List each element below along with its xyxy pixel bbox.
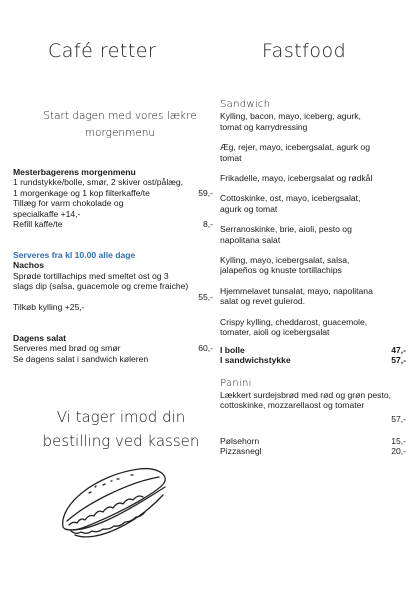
sandwich-line: tomat <box>220 152 242 163</box>
panini-line-2: cottoskinke, mozzarellaost og tomater <box>220 400 365 411</box>
fastfood-title: Fastfood <box>262 40 347 62</box>
sandwich-line: Serranoskinke, brie, aioli, pesto og <box>220 224 352 235</box>
bolle-price: 47,- <box>391 344 406 355</box>
sandwich-heading: Sandwich <box>220 99 271 110</box>
breakfast-price-row <box>13 188 213 198</box>
breakfast-line-2: 1 morgenkage og 1 kop filterkaffe/te <box>13 187 150 198</box>
sandwichstykke-label: I sandwichstykke <box>220 354 291 365</box>
salad-heading: Dagens salat <box>13 333 67 343</box>
sandwich-line: tomater, aioli og icebergsalat <box>220 327 330 338</box>
pizzasnegl-price: 20,- <box>391 446 406 457</box>
sandwich-item <box>220 193 406 214</box>
sandwich-prices <box>220 345 406 366</box>
sandwichstykke-price: 57,- <box>391 354 406 365</box>
sandwich-line: Crispy kylling, cheddarost, guacemole, <box>220 316 368 327</box>
panini-line-1: Lækkert surdejsbrød med rød og grøn pesto, <box>220 389 391 400</box>
sandwich-item <box>220 173 406 183</box>
order-note <box>8 405 234 453</box>
nachos-line-2: slags dip (salsa, guacemole og creme fraiche) <box>13 281 189 292</box>
refill-row <box>13 219 213 229</box>
sandwich-item <box>220 317 406 338</box>
breakfast-heading: Mesterbagerens morgenmenu <box>13 167 136 177</box>
sandwich-line: Frikadelle, mayo, icebergsalat og rødkål <box>220 173 373 184</box>
sandwich-line: agurk og tomat <box>220 203 278 214</box>
sandwich-line: Æg, rejer, mayo, icebergsalat, agurk og <box>220 142 370 153</box>
polsehorn-price: 15,- <box>391 435 406 446</box>
sandwich-line: Kylling, mayo, icebergsalat, salsa, <box>220 255 350 266</box>
sandwich-line: tomat og karrydressing <box>220 121 308 132</box>
sandwich-line: Cottoskinke, ost, mayo, icebergsalat, <box>220 193 361 204</box>
sandwich-line: jalapeños og knuste tortillachips <box>220 265 342 276</box>
refill-label: Refill kaffe/te <box>13 219 63 230</box>
extras-block <box>220 436 406 457</box>
intro-line-1: Start dagen med vores lækre <box>43 110 197 122</box>
order-note-line-2: bestilling ved kassen <box>42 432 200 450</box>
nachos-served-from: Serveres fra kl 10.00 alle dage <box>13 250 136 260</box>
sandwich-line: Hjemmelavet tunsalat, mayo, napolitana <box>220 285 373 296</box>
nachos-block <box>13 250 213 312</box>
salad-price-row <box>13 343 213 353</box>
nachos-line-1: Sprøde tortillachips med smeltet ost og 3 <box>13 270 169 281</box>
sandwich-line: Kylling, bacon, mayo, iceberg, agurk, <box>220 111 361 122</box>
breakfast-intro <box>20 108 220 142</box>
breakfast-block <box>13 167 213 229</box>
panini-heading: Panini <box>220 378 252 390</box>
salad-line-1: Serveres med brød og smør <box>13 343 121 354</box>
salad-block <box>13 333 213 364</box>
nachos-price: 55,- <box>198 291 213 302</box>
pizzasnegl-label: Pizzasnegl <box>220 446 262 457</box>
breakfast-line-3: Tillæg for varm chokolade og <box>13 198 124 209</box>
breakfast-line-4: specialkaffe +14,- <box>13 208 81 219</box>
cafe-title: Café retter <box>48 40 157 62</box>
panini-price: 57,- <box>391 413 406 424</box>
refill-price: 8,- <box>202 219 213 230</box>
polsehorn-row <box>220 436 406 446</box>
nachos-addon: Tilkøb kylling +25,- <box>13 302 85 313</box>
sandwich-illustration <box>55 465 173 545</box>
nachos-heading: Nachos <box>13 260 45 271</box>
bolle-label: I bolle <box>220 344 245 355</box>
sandwich-line: salat og revet gulerod. <box>220 296 306 307</box>
sandwich-item <box>220 286 406 307</box>
order-note-line-1: Vi tager imod din <box>56 408 186 426</box>
sandwich-item <box>220 224 406 245</box>
sandwich-item <box>220 111 406 132</box>
sandwich-item <box>220 142 406 163</box>
sandwich-item <box>220 255 406 276</box>
salad-line-2: Se dagens salat i sandwich køleren <box>13 353 149 364</box>
bolle-row <box>220 345 406 355</box>
polsehorn-label: Pølsehorn <box>220 435 260 446</box>
sandwich-line: napolitana salat <box>220 234 281 245</box>
panini-block <box>220 379 406 424</box>
pizzasnegl-row <box>220 446 406 456</box>
salad-price: 60,- <box>198 343 213 354</box>
sandwichstykke-row <box>220 355 406 365</box>
breakfast-price: 59,- <box>198 187 213 198</box>
intro-line-2: morgenmenu <box>84 127 156 139</box>
breakfast-line-1: 1 rundstykke/bolle, smør, 2 skiver ost/pålæg, <box>13 177 184 188</box>
sandwich-block <box>220 100 406 457</box>
